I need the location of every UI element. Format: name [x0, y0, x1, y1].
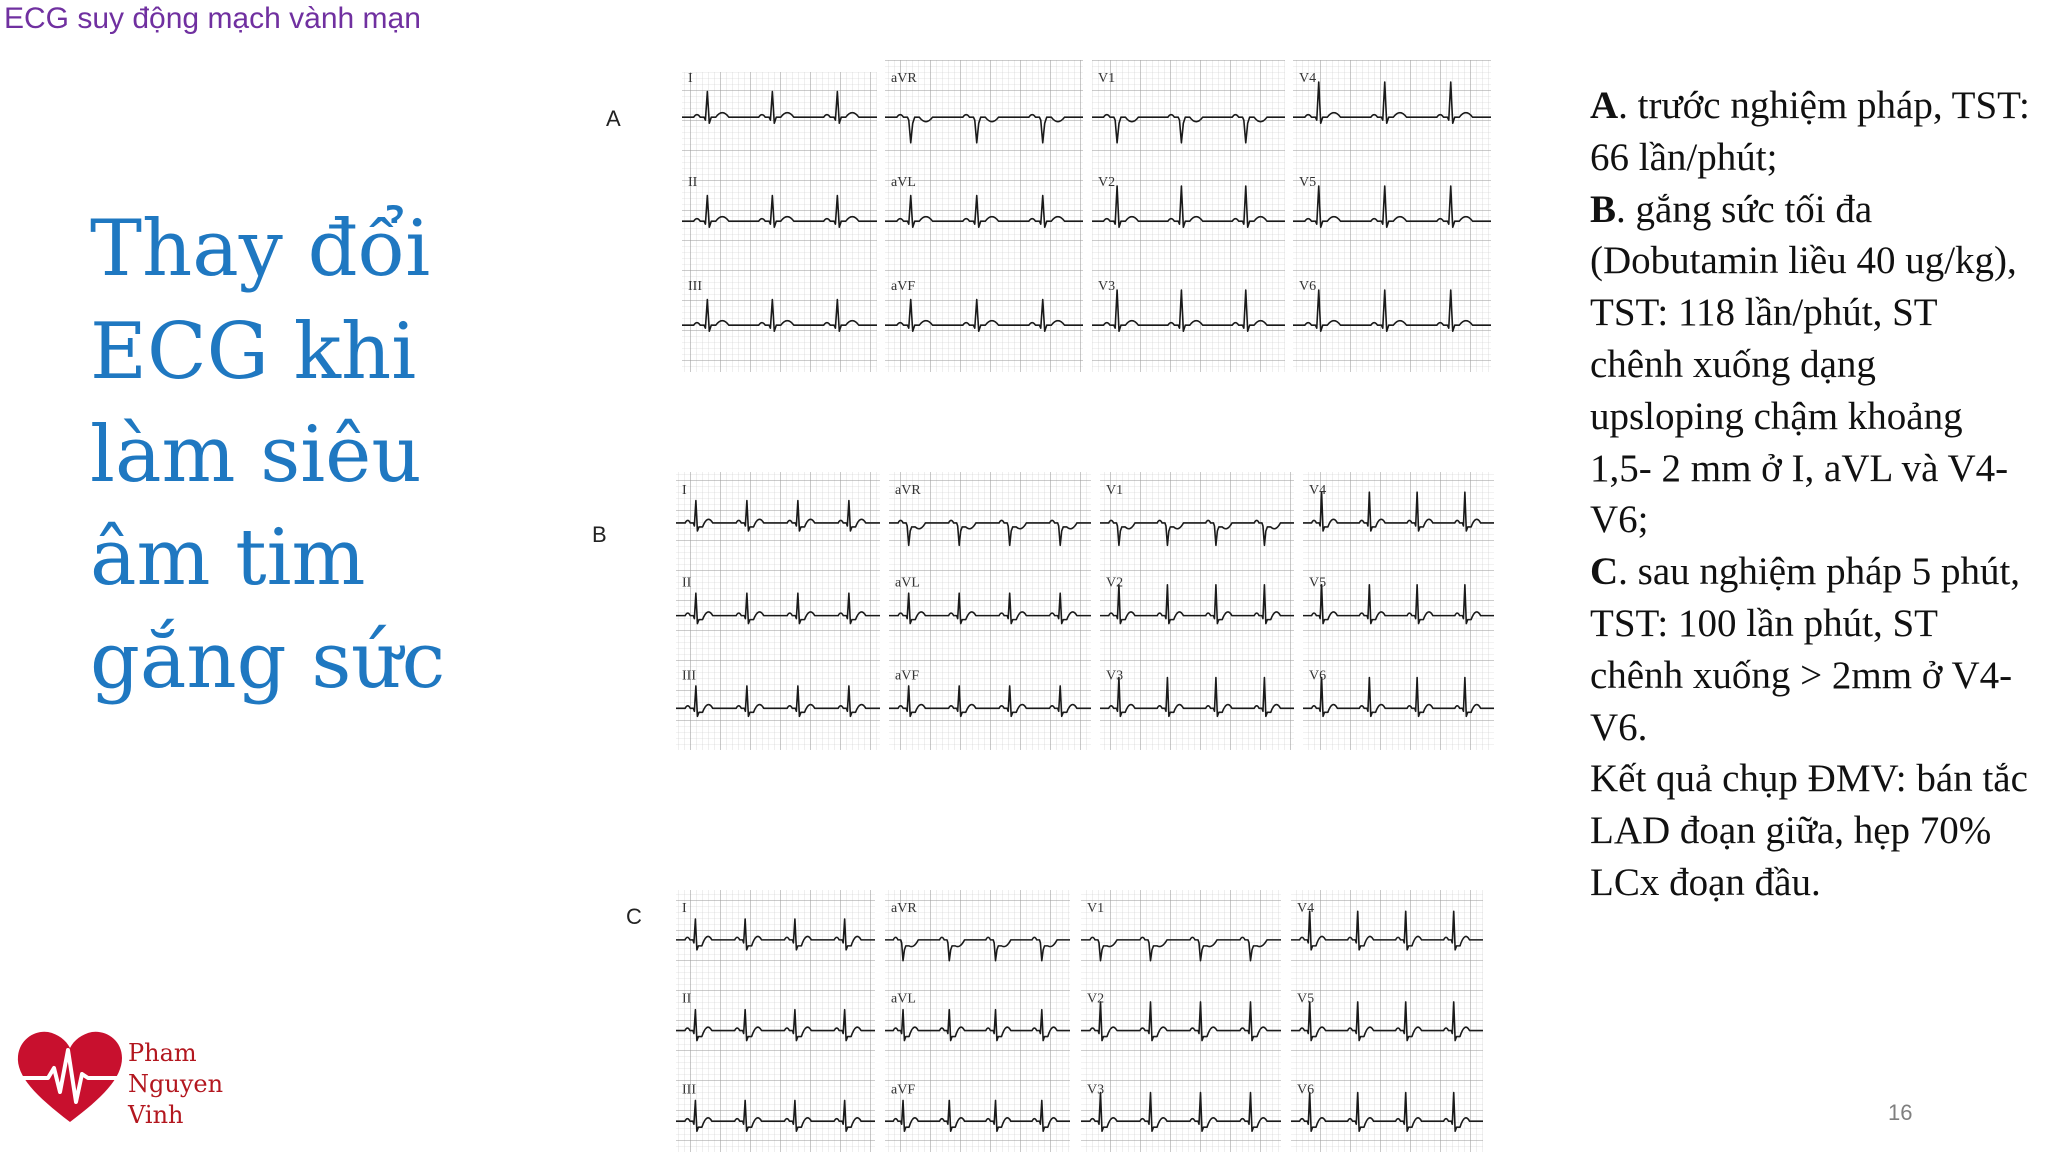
logo-line: Nguyen	[128, 1070, 224, 1098]
ecg-lead-label: V2	[1106, 575, 1124, 591]
logo-line: Vinh	[128, 1101, 184, 1129]
title-line: làm siêu	[90, 410, 422, 500]
slide-header: ECG suy động mạch vành mạn	[4, 2, 421, 35]
ecg-lead-label: V3	[1106, 668, 1124, 684]
ecg-lead-label: aVF	[891, 1082, 916, 1098]
panel-label-b: B	[592, 522, 607, 547]
panel-label-a: A	[606, 106, 621, 131]
ecg-lead-label: V3	[1098, 279, 1116, 294]
ecg-lead-label: V3	[1087, 1082, 1105, 1098]
ecg-lead-label: I	[682, 901, 687, 916]
ecg-lead-label: III	[688, 279, 702, 294]
ecg-lead-label: aVF	[895, 668, 920, 684]
ecg-lead-label: aVL	[891, 175, 916, 190]
ecg-lead-label: II	[682, 991, 692, 1007]
ecg-lead-label: V1	[1087, 901, 1105, 916]
ecg-description	[1590, 80, 2030, 909]
description-result: Kết quả chụp ĐMV: bán tắc LAD đoạn giữa, hẹp 70% LCx đoạn đầu.	[1590, 757, 2028, 904]
ecg-lead-label: V6	[1297, 1082, 1315, 1098]
ecg-lead-label: III	[682, 1082, 696, 1098]
ecg-lead-label: aVF	[891, 279, 916, 294]
ecg-lead-label: V4	[1309, 483, 1327, 498]
description-a-text: . trước nghiệm pháp, TST: 66 lần/phút;	[1590, 84, 2030, 179]
title-line: gắng sức	[90, 616, 446, 706]
ecg-lead-label: V2	[1098, 175, 1116, 190]
page-number: 16	[1888, 1100, 1913, 1125]
ecg-lead-label: V1	[1106, 483, 1124, 498]
description-a-label: A	[1590, 84, 1619, 127]
ecg-lead-label: V4	[1299, 71, 1317, 86]
ecg-lead-label: I	[688, 71, 693, 86]
ecg-lead-label: aVL	[891, 991, 916, 1007]
logo-text	[128, 1038, 223, 1131]
ecg-lead-label: V2	[1087, 991, 1105, 1007]
ecg-lead-label: aVL	[895, 575, 920, 591]
ecg-lead-label: V6	[1309, 668, 1327, 684]
title-line: ECG khi	[90, 307, 417, 397]
heart-logo-icon	[14, 1030, 126, 1126]
description-b-text: . gắng sức tối đa (Dobutamin liều 40 ug/kg), TST: 118 lần/phút, ST chênh xuống dạng upsloping chậm khoảng 1,5- 2 mm ở I, aVL và V4-V6;	[1590, 187, 2017, 542]
ecg-lead-label: II	[688, 175, 698, 190]
description-c	[1590, 546, 2030, 753]
ecg-lead-label: V5	[1309, 575, 1327, 591]
ecg-lead-label: V5	[1297, 991, 1315, 1007]
logo-line: Pham	[128, 1039, 197, 1067]
title-line: âm tim	[90, 513, 366, 603]
panel-label-c: C	[626, 904, 642, 929]
title-line: Thay đổi	[90, 204, 431, 294]
ecg-lead-label: III	[682, 668, 696, 684]
description-c-text: . sau nghiệm pháp 5 phút, TST: 100 lần phút, ST chênh xuống > 2mm ở V4-V6.	[1590, 550, 2021, 749]
ecg-lead-label: aVR	[891, 71, 917, 86]
description-b-label: B	[1590, 187, 1617, 231]
ecg-lead-label: I	[682, 483, 687, 498]
ecg-lead-label: aVR	[895, 483, 921, 498]
description-b	[1590, 184, 2030, 547]
ecg-lead-label: aVR	[891, 901, 917, 916]
ecg-lead-label: V6	[1299, 279, 1317, 294]
description-a	[1590, 80, 2030, 184]
ecg-lead-label: II	[682, 575, 692, 591]
ecg-lead-label: V4	[1297, 901, 1315, 916]
ecg-lead-label: V1	[1098, 71, 1116, 86]
ecg-lead-label: V5	[1299, 175, 1317, 190]
description-c-label: C	[1590, 550, 1619, 594]
